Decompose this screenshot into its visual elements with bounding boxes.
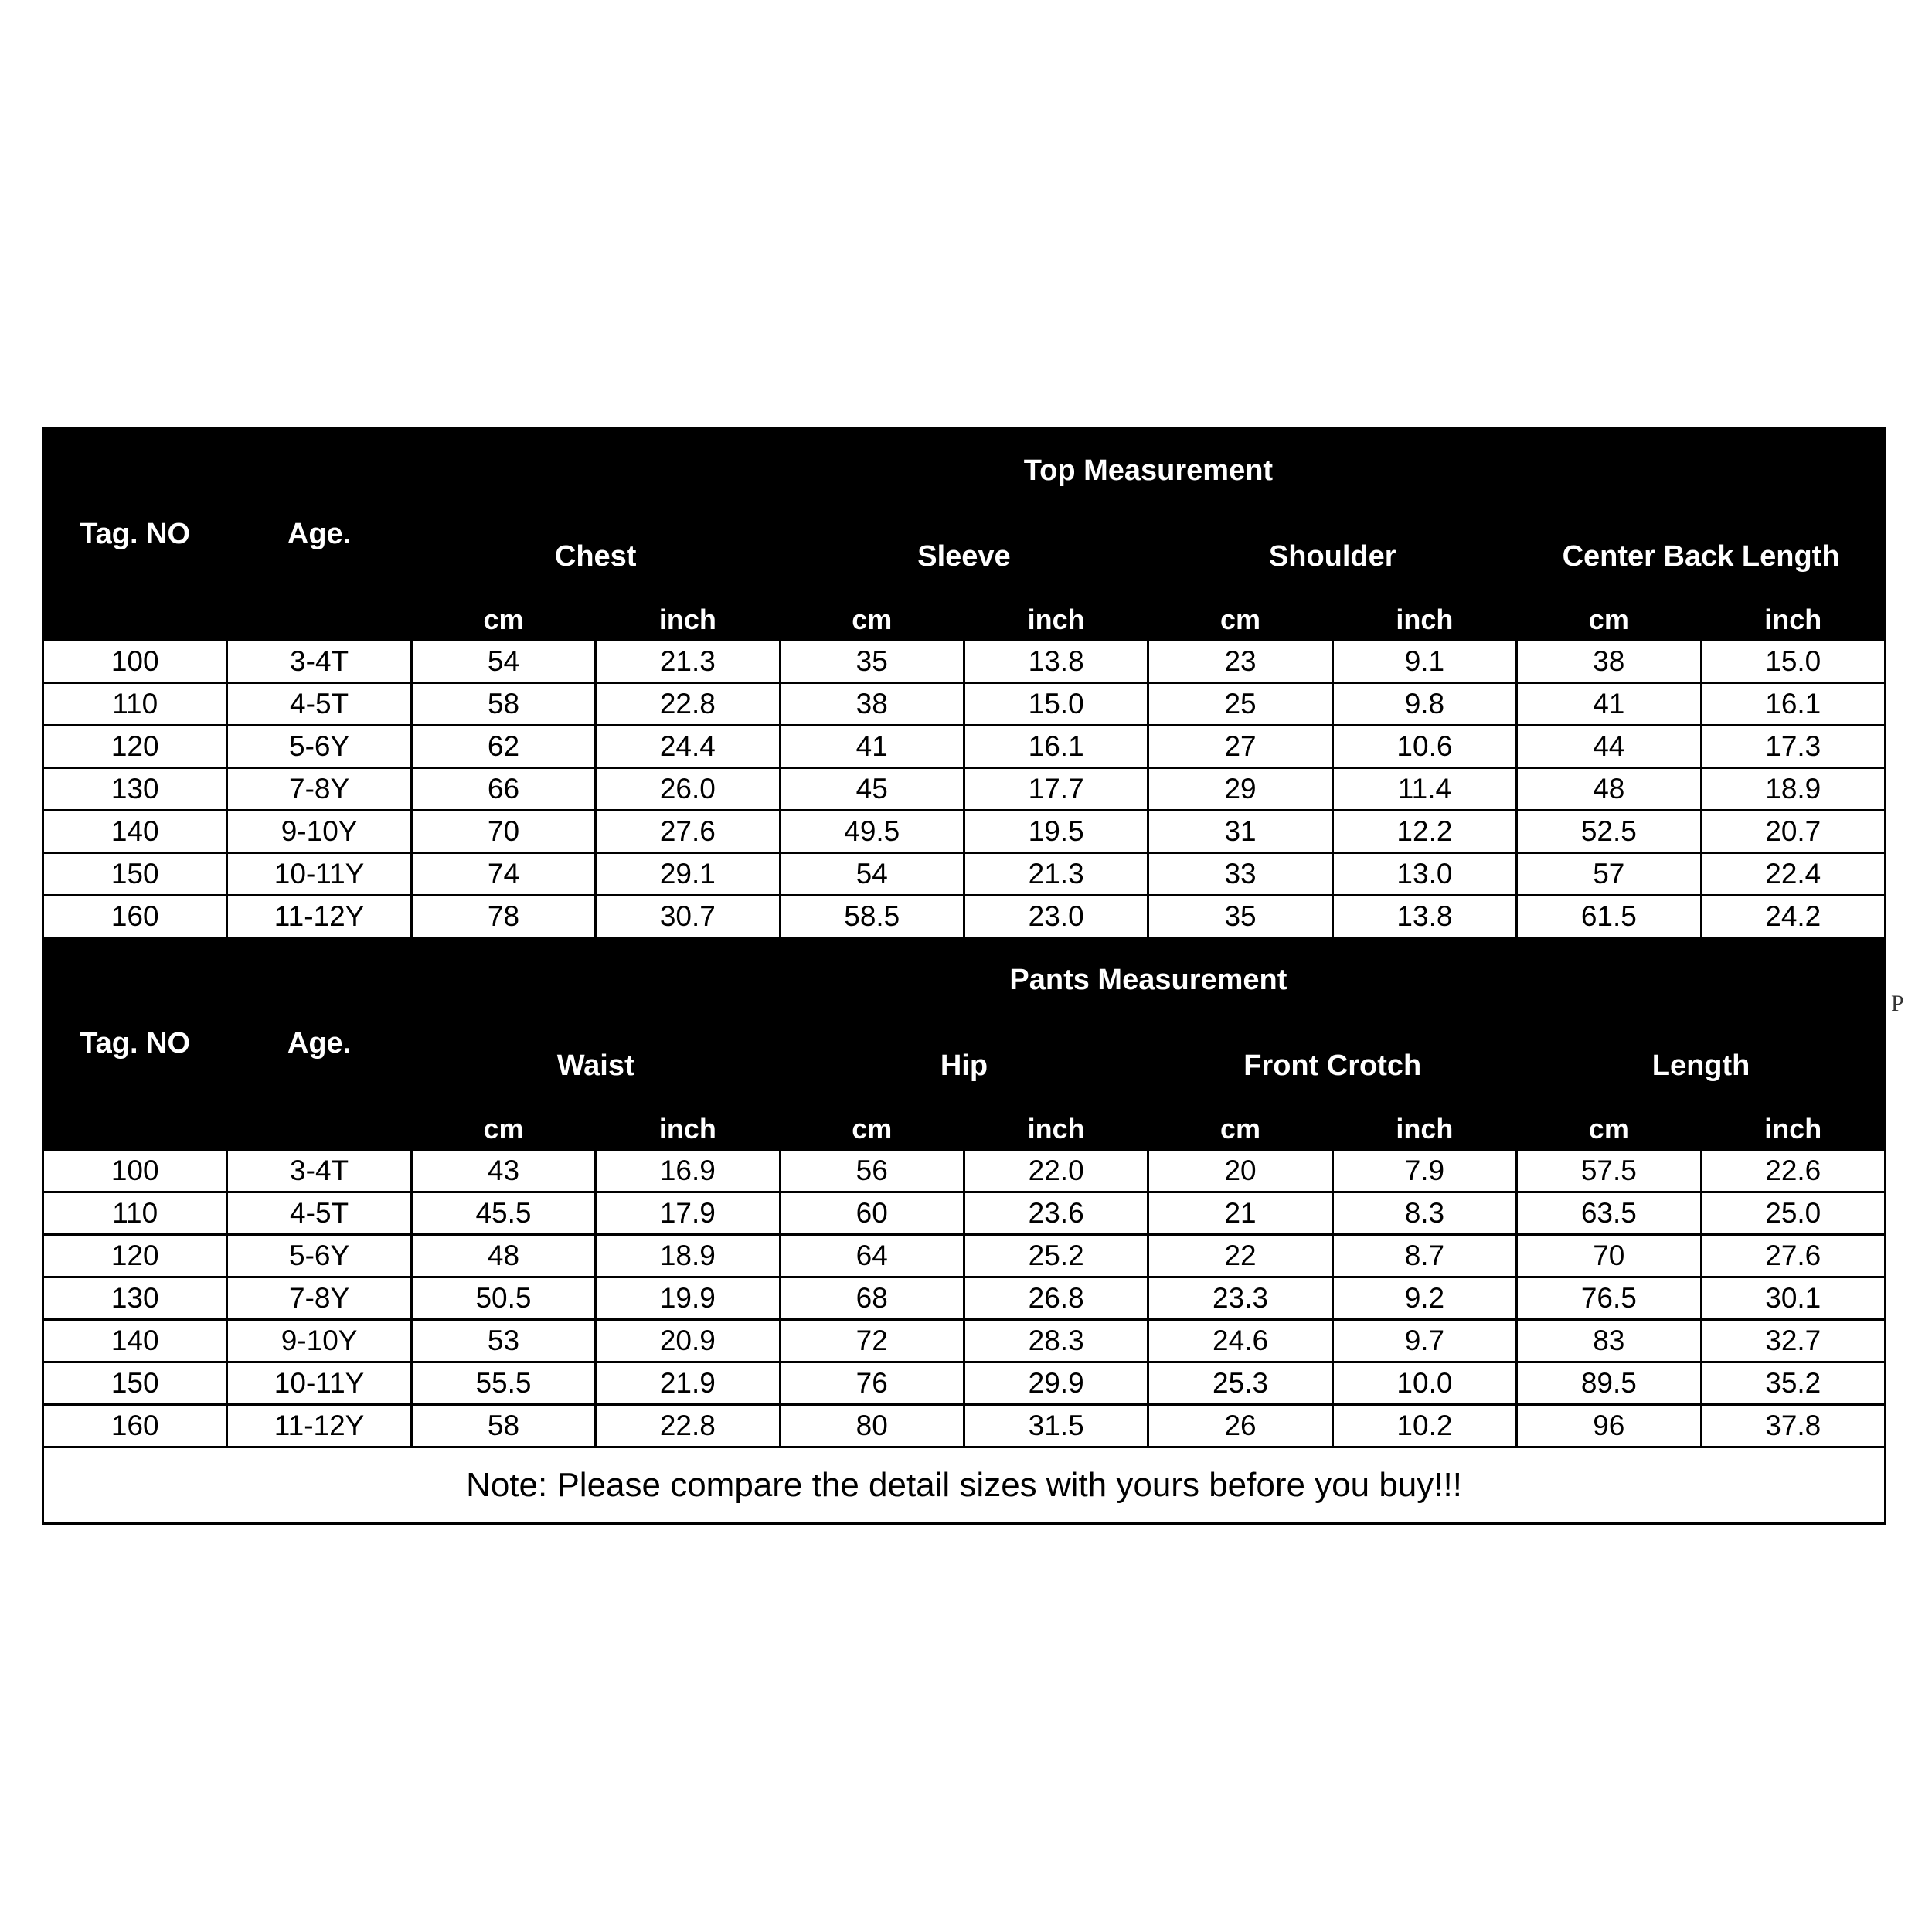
table-row	[43, 726, 1886, 768]
pants-measurement-title: Pants Measurement	[411, 938, 1885, 1023]
inch-value-cell: 18.9	[596, 1235, 780, 1277]
unit-inch-header: inch	[1332, 1109, 1516, 1150]
inch-value-cell: 21.3	[596, 641, 780, 683]
inch-value-cell: 17.7	[964, 768, 1148, 811]
cm-value-cell: 21	[1148, 1192, 1332, 1235]
inch-value-cell: 23.6	[964, 1192, 1148, 1235]
inch-value-cell: 16.9	[596, 1150, 780, 1192]
unit-inch-header: inch	[964, 1109, 1148, 1150]
inch-value-cell: 26.8	[964, 1277, 1148, 1320]
age-cell: 10-11Y	[227, 1362, 411, 1405]
age-cell: 5-6Y	[227, 1235, 411, 1277]
inch-value-cell: 18.9	[1701, 768, 1886, 811]
inch-value-cell: 13.8	[964, 641, 1148, 683]
unit-inch-header: inch	[596, 1109, 780, 1150]
inch-value-cell: 20.9	[596, 1320, 780, 1362]
inch-value-cell: 25.0	[1701, 1192, 1886, 1235]
inch-value-cell: 17.3	[1701, 726, 1886, 768]
unit-cm-header: cm	[1148, 600, 1332, 641]
cm-value-cell: 45.5	[411, 1192, 595, 1235]
inch-value-cell: 8.7	[1332, 1235, 1516, 1277]
top-tag-header: Tag. NO	[43, 429, 227, 641]
chest-header: Chest	[411, 514, 780, 600]
unit-inch-header: inch	[1332, 600, 1516, 641]
inch-value-cell: 13.0	[1332, 853, 1516, 896]
age-cell: 4-5T	[227, 683, 411, 726]
cm-value-cell: 55.5	[411, 1362, 595, 1405]
inch-value-cell: 9.2	[1332, 1277, 1516, 1320]
inch-value-cell: 30.1	[1701, 1277, 1886, 1320]
cm-value-cell: 52.5	[1517, 811, 1701, 853]
cm-value-cell: 43	[411, 1150, 595, 1192]
inch-value-cell: 24.4	[596, 726, 780, 768]
unit-inch-header: inch	[1701, 1109, 1886, 1150]
unit-cm-header: cm	[780, 1109, 964, 1150]
inch-value-cell: 22.4	[1701, 853, 1886, 896]
cm-value-cell: 63.5	[1517, 1192, 1701, 1235]
age-cell: 11-12Y	[227, 1405, 411, 1447]
inch-value-cell: 19.5	[964, 811, 1148, 853]
cm-value-cell: 48	[411, 1235, 595, 1277]
cm-value-cell: 38	[780, 683, 964, 726]
inch-value-cell: 28.3	[964, 1320, 1148, 1362]
cm-value-cell: 44	[1517, 726, 1701, 768]
cm-value-cell: 58.5	[780, 896, 964, 938]
inch-value-cell: 23.0	[964, 896, 1148, 938]
inch-value-cell: 21.9	[596, 1362, 780, 1405]
cm-value-cell: 49.5	[780, 811, 964, 853]
unit-cm-header: cm	[1517, 1109, 1701, 1150]
cm-value-cell: 72	[780, 1320, 964, 1362]
unit-cm-header: cm	[780, 600, 964, 641]
cm-value-cell: 70	[411, 811, 595, 853]
cm-value-cell: 96	[1517, 1405, 1701, 1447]
waist-header: Waist	[411, 1023, 780, 1109]
tag-cell: 120	[43, 1235, 227, 1277]
inch-value-cell: 10.6	[1332, 726, 1516, 768]
top-section	[43, 429, 1886, 641]
unit-inch-header: inch	[964, 600, 1148, 641]
cm-value-cell: 56	[780, 1150, 964, 1192]
top-measurement-title: Top Measurement	[411, 429, 1885, 514]
front-crotch-header: Front Crotch	[1148, 1023, 1517, 1109]
cm-value-cell: 41	[1517, 683, 1701, 726]
note-section	[43, 1447, 1886, 1524]
cm-value-cell: 80	[780, 1405, 964, 1447]
age-cell: 4-5T	[227, 1192, 411, 1235]
table-row	[43, 1320, 1886, 1362]
cm-value-cell: 38	[1517, 641, 1701, 683]
tag-cell: 160	[43, 1405, 227, 1447]
inch-value-cell: 22.8	[596, 683, 780, 726]
cm-value-cell: 23.3	[1148, 1277, 1332, 1320]
age-cell: 7-8Y	[227, 768, 411, 811]
inch-value-cell: 37.8	[1701, 1405, 1886, 1447]
inch-value-cell: 24.2	[1701, 896, 1886, 938]
cm-value-cell: 76	[780, 1362, 964, 1405]
unit-cm-header: cm	[1517, 600, 1701, 641]
inch-value-cell: 30.7	[596, 896, 780, 938]
cm-value-cell: 48	[1517, 768, 1701, 811]
inch-value-cell: 8.3	[1332, 1192, 1516, 1235]
top-data-body	[43, 641, 1886, 938]
tag-cell: 100	[43, 1150, 227, 1192]
table-row	[43, 768, 1886, 811]
inch-value-cell: 27.6	[596, 811, 780, 853]
cm-value-cell: 61.5	[1517, 896, 1701, 938]
table-row	[43, 1235, 1886, 1277]
cm-value-cell: 76.5	[1517, 1277, 1701, 1320]
inch-value-cell: 12.2	[1332, 811, 1516, 853]
cm-value-cell: 89.5	[1517, 1362, 1701, 1405]
unit-inch-header: inch	[1701, 600, 1886, 641]
inch-value-cell: 13.8	[1332, 896, 1516, 938]
pants-age-header: Age.	[227, 938, 411, 1150]
inch-value-cell: 22.8	[596, 1405, 780, 1447]
cm-value-cell: 24.6	[1148, 1320, 1332, 1362]
inch-value-cell: 22.0	[964, 1150, 1148, 1192]
age-cell: 9-10Y	[227, 1320, 411, 1362]
age-cell: 11-12Y	[227, 896, 411, 938]
cm-value-cell: 58	[411, 1405, 595, 1447]
cm-value-cell: 31	[1148, 811, 1332, 853]
tag-cell: 160	[43, 896, 227, 938]
inch-value-cell: 32.7	[1701, 1320, 1886, 1362]
cm-value-cell: 22	[1148, 1235, 1332, 1277]
cm-value-cell: 74	[411, 853, 595, 896]
cm-value-cell: 25	[1148, 683, 1332, 726]
side-mark: P	[1891, 991, 1904, 1016]
note-text: Note: Please compare the detail sizes with yours before you buy!!!	[43, 1447, 1886, 1524]
inch-value-cell: 16.1	[964, 726, 1148, 768]
cm-value-cell: 45	[780, 768, 964, 811]
inch-value-cell: 9.7	[1332, 1320, 1516, 1362]
cm-value-cell: 33	[1148, 853, 1332, 896]
cm-value-cell: 25.3	[1148, 1362, 1332, 1405]
cm-value-cell: 41	[780, 726, 964, 768]
note-row	[43, 1447, 1886, 1524]
inch-value-cell: 9.1	[1332, 641, 1516, 683]
tag-cell: 140	[43, 1320, 227, 1362]
tag-cell: 110	[43, 1192, 227, 1235]
length-header: Length	[1517, 1023, 1886, 1109]
cm-value-cell: 26	[1148, 1405, 1332, 1447]
table-row	[43, 1192, 1886, 1235]
pants-data-body	[43, 1150, 1886, 1447]
inch-value-cell: 16.1	[1701, 683, 1886, 726]
table-row	[43, 853, 1886, 896]
age-cell: 7-8Y	[227, 1277, 411, 1320]
cm-value-cell: 53	[411, 1320, 595, 1362]
inch-value-cell: 11.4	[1332, 768, 1516, 811]
inch-value-cell: 17.9	[596, 1192, 780, 1235]
table-row	[43, 1277, 1886, 1320]
table-row	[43, 1405, 1886, 1447]
cm-value-cell: 23	[1148, 641, 1332, 683]
inch-value-cell: 21.3	[964, 853, 1148, 896]
cm-value-cell: 50.5	[411, 1277, 595, 1320]
cm-value-cell: 29	[1148, 768, 1332, 811]
inch-value-cell: 7.9	[1332, 1150, 1516, 1192]
cm-value-cell: 57.5	[1517, 1150, 1701, 1192]
pants-title-row	[43, 938, 1886, 1023]
hip-header: Hip	[780, 1023, 1148, 1109]
cm-value-cell: 54	[780, 853, 964, 896]
unit-inch-header: inch	[596, 600, 780, 641]
table-row	[43, 1362, 1886, 1405]
table-row	[43, 811, 1886, 853]
pants-section	[43, 938, 1886, 1150]
inch-value-cell: 15.0	[1701, 641, 1886, 683]
top-title-row	[43, 429, 1886, 514]
cm-value-cell: 64	[780, 1235, 964, 1277]
cm-value-cell: 57	[1517, 853, 1701, 896]
inch-value-cell: 35.2	[1701, 1362, 1886, 1405]
tag-cell: 110	[43, 683, 227, 726]
inch-value-cell: 26.0	[596, 768, 780, 811]
tag-cell: 120	[43, 726, 227, 768]
unit-cm-header: cm	[411, 600, 595, 641]
tag-cell: 150	[43, 1362, 227, 1405]
top-age-header: Age.	[227, 429, 411, 641]
cm-value-cell: 27	[1148, 726, 1332, 768]
inch-value-cell: 9.8	[1332, 683, 1516, 726]
cm-value-cell: 60	[780, 1192, 964, 1235]
age-cell: 3-4T	[227, 1150, 411, 1192]
cm-value-cell: 35	[1148, 896, 1332, 938]
inch-value-cell: 27.6	[1701, 1235, 1886, 1277]
size-chart-table	[42, 427, 1886, 1525]
cm-value-cell: 68	[780, 1277, 964, 1320]
table-row	[43, 896, 1886, 938]
inch-value-cell: 15.0	[964, 683, 1148, 726]
tag-cell: 130	[43, 1277, 227, 1320]
cm-value-cell: 58	[411, 683, 595, 726]
age-cell: 5-6Y	[227, 726, 411, 768]
cm-value-cell: 70	[1517, 1235, 1701, 1277]
inch-value-cell: 22.6	[1701, 1150, 1886, 1192]
inch-value-cell: 29.1	[596, 853, 780, 896]
inch-value-cell: 20.7	[1701, 811, 1886, 853]
cm-value-cell: 20	[1148, 1150, 1332, 1192]
cm-value-cell: 62	[411, 726, 595, 768]
table-row	[43, 1150, 1886, 1192]
inch-value-cell: 10.2	[1332, 1405, 1516, 1447]
shoulder-header: Shoulder	[1148, 514, 1517, 600]
age-cell: 10-11Y	[227, 853, 411, 896]
cm-value-cell: 66	[411, 768, 595, 811]
tag-cell: 100	[43, 641, 227, 683]
inch-value-cell: 29.9	[964, 1362, 1148, 1405]
sleeve-header: Sleeve	[780, 514, 1148, 600]
table-row	[43, 641, 1886, 683]
tag-cell: 150	[43, 853, 227, 896]
unit-cm-header: cm	[1148, 1109, 1332, 1150]
inch-value-cell: 19.9	[596, 1277, 780, 1320]
pants-tag-header: Tag. NO	[43, 938, 227, 1150]
inch-value-cell: 10.0	[1332, 1362, 1516, 1405]
inch-value-cell: 31.5	[964, 1405, 1148, 1447]
center-back-length-header: Center Back Length	[1517, 514, 1886, 600]
inch-value-cell: 25.2	[964, 1235, 1148, 1277]
table-row	[43, 683, 1886, 726]
age-cell: 3-4T	[227, 641, 411, 683]
cm-value-cell: 78	[411, 896, 595, 938]
cm-value-cell: 83	[1517, 1320, 1701, 1362]
age-cell: 9-10Y	[227, 811, 411, 853]
tag-cell: 140	[43, 811, 227, 853]
cm-value-cell: 35	[780, 641, 964, 683]
tag-cell: 130	[43, 768, 227, 811]
cm-value-cell: 54	[411, 641, 595, 683]
unit-cm-header: cm	[411, 1109, 595, 1150]
